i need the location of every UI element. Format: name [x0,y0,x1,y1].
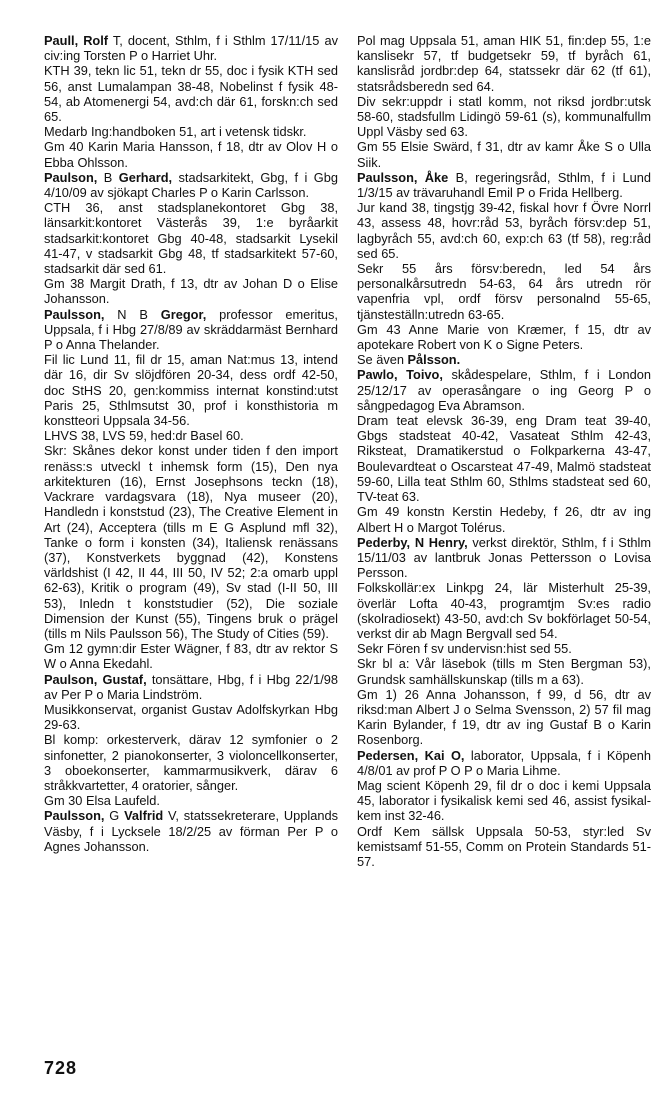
biography-entry-start [44,672,338,702]
biography-paragraph [357,413,651,504]
right-column [357,33,651,869]
biography-paragraph [44,428,338,443]
entry-text: Bl komp: orkesterverk, därav 12 symfonier o 2 sinfonetter, 2 pianokonserter, 3 violoncellkonserter, 3 oboekonserter, kammarmusikverk, därav 6 stråkkvartetter, 4 oratorier, sånger. [44,732,338,793]
biography-paragraph [44,352,338,428]
entry-text: Skr bl a: Vår läsebok (tills m Sten Bergman 53), Grundsk samhällskunskap (tills m a 63). [357,656,651,687]
biography-entry-start [357,170,651,200]
entry-text: Fil lic Lund 11, fil dr 15, aman Nat:mus 13, intend där 16, dir Sv slöjdfören 20-34, dess ordf 42-50, doc StHS 20, gen:kommiss internat konstind:utst Paris 25, Sthlmsutst 30, prof i konsthistoria m konstteori Uppsala 34-56. [44,352,338,429]
entry-text: Div sekr:uppdr i statl komm, not riksd jordbr:utsk 58-60, stadsfullm Lidingö 59-61 (s), kommunalfullm Uppl Väsby sed 63. [357,93,651,140]
biography-paragraph [357,261,651,322]
biography-paragraph [357,778,651,824]
biography-entry-start [357,367,651,413]
entry-name: Paull, Rolf [44,33,109,48]
biography-paragraph [44,641,338,671]
biography-paragraph [44,732,338,793]
entry-text: stadsarkitekt, Gbg, f i Gbg 4/10/09 av sjökapt Charles P o Karin Carlsson. [44,169,338,201]
biography-entry-start [44,170,338,200]
entry-name: Paulsson, [44,808,105,824]
biography-paragraph [44,63,338,124]
biography-paragraph [357,33,651,94]
entry-text: Gm 30 Elsa Laufeld. [44,793,160,809]
biography-paragraph [357,504,651,534]
entry-initials: N B [104,306,161,322]
entry-text: skådespelare, Sthlm, f i London 25/12/17 av operasångare o ing Georg P o sångpedagog Eva Abramson. [357,367,651,413]
entry-text: V, statssekreterare, Upplands Väsby, f i Lycksele 18/2/25 av förman Per P o Agnes Johansson. [44,808,338,854]
entry-text: Sekr Fören f sv undervisn:hist sed 55. [357,641,572,657]
entry-name: Pedersen, Kai O, [357,747,465,763]
biography-paragraph [357,824,651,870]
biography-entry-start [44,808,338,854]
entry-initials: B [97,169,119,185]
entry-text: Dram teat elevsk 36-39, eng Dram teat 39-40, Gbgs stadsteat 40-42, Vasateat Sthlm 42-43, Riksteat, Dramatikerstud o Folkparkerna 43-47, Boulevardteat o Oscarsteat 47-49, Malmö stadsteat 59-60, Lilla teat Sthlm 60, Sthlms stadsteat sed 60, TV-teat 63. [357,413,651,505]
entry-text: Skr: Skånes dekor konst under tiden f den import renäss:s utveckl t inhemsk form (15), Den nya arkitekturen (16), Ernst Josephsons teckn (18), Vackrare vardagsvara (18), Nya museer (20), Handledn i konststud (23), The Creative Element in Art (24), Acceptera (tills m E G Asplund mfl 32), Tanke o form i konsten (34), Italiensk renässans (37), Konstverkets byggnad (42), Konstens världshist (I 42, II 44, III 50, IV 52; 2:a omarb uppl 62-63), Kritik o program (49), Sv stad (I-II 50, III 53), Inledn t konststudier (52), Die soziale Dimension der Kunst (55), Tingens bruk o prägel (tills m Nils Paulsson 56), The Study of Cities (59). [44,443,338,641]
biography-paragraph [44,702,338,732]
entry-name: Paulsson, [44,306,105,322]
biography-paragraph [357,139,651,169]
entry-text: Mag scient Köpenh 29, fil dr o doc i kemi Uppsala 45, laborator i fysikalisk kemi sed 46, assist fysikal-kem inst 32-46. [357,777,651,824]
biography-paragraph [357,580,651,641]
entry-text: verkst direktör, Sthlm, f i Sthlm 15/11/03 av lantbruk Jonas Pettersson o Lovisa Persson. [357,534,652,581]
biography-entry-start [44,307,338,353]
entry-text: Musikkonservat, organist Gustav Adolfskyrkan Hbg 29-63. [44,701,338,733]
biography-paragraph [44,443,338,641]
entry-text: Gm 12 gymn:dir Ester Wägner, f 83, dtr av rektor S W o Anna Ekedahl. [44,641,338,672]
entry-text: Jur kand 38, tingstjg 39-42, fiskal hovr f Övre Norrl 43, assess 48, hovr:råd 53, byråch försv:dep 51, lagbyråch 55, avd:ch 60, exp:ch 63 (tf 58), reg:råd sed 65. [357,200,651,261]
biography-paragraph [357,687,651,748]
entry-name: Paulsson, Åke [357,169,449,185]
entry-text: Sekr 55 års försv:beredn, led 54 års personalkårsutredn 54-63, 64 års utredn rör vapenfria vpl, ordf försv personalnd 55-65, tjänsteställn:utredn 63-65. [357,261,651,322]
entry-given-name: Valfrid [124,808,164,824]
entry-text: Gm 38 Margit Drath, f 13, dtr av Johan D o Elise Johansson. [44,276,338,307]
biography-paragraph [357,641,651,656]
entry-text: B, regeringsråd, Sthlm, f i Lund 1/3/15 av trävaruhandl Emil P o Frida Hellberg. [357,169,651,201]
cross-reference-name: Pålsson. [407,352,461,368]
entry-text: Medarb Ing:handboken 51, art i vetensk tidskr. [44,124,307,140]
entry-text: Pol mag Uppsala 51, aman HIK 51, fin:dep 55, 1:e kanslisekr 57, tf budgetsekr 59, tf byråch 61, kanslisråd jordbr:dep 64, statssekr där 62 (tf 61), statsrådsberedn sed 64. [357,33,651,94]
biography-paragraph [357,200,651,261]
entry-text: Gm 40 Karin Maria Hansson, f 18, dtr av Olov H o Ebba Ohlsson. [44,139,338,170]
biography-paragraph [44,793,338,808]
biography-entry-start [357,535,651,581]
entry-text: Gm 49 konstn Kerstin Hedeby, f 26, dtr av ing Albert H o Margot Tolérus. [357,504,651,535]
entry-name: Paulson, Gustaf, [44,671,147,687]
entry-text: KTH 39, tekn lic 51, tekn dr 55, doc i fysik KTH sed 56, anst Lumalampan 38-48, Nobelinst f fysik 48-54, ab Atomenergi 54, avd:ch där 61, forskn:ch sed 65. [44,63,338,125]
entry-text: LHVS 38, LVS 59, hed:dr Basel 60. [44,428,244,444]
biography-paragraph [44,200,338,276]
page-number: 728 [44,1058,78,1078]
biography-entry-start [357,748,651,778]
biography-paragraph [44,124,338,139]
biography-paragraph [357,352,651,367]
entry-name: Pawlo, Toivo, [357,367,443,383]
biography-paragraph [357,656,651,686]
entry-text: Folkskollär:ex Linkpg 24, lär Misterhult 25-39, överlär Lofta 40-43, programtjm Sv:es radio (skolradiosekt) 43-50, avd:ch Sv bokförlaget 50-54, verkst dir ab Magn Bergvall sed 54. [357,580,651,641]
entry-name: Paulson, [44,169,98,185]
entry-text: Gm 43 Anne Marie von Kræmer, f 15, dtr av apotekare Robert von K o Signe Peters. [357,321,651,353]
entry-given-name: Gregor, [160,306,207,322]
entry-text: professor emeritus, Uppsala, f i Hbg 27/8/89 av skräddarmäst Bernhard P o Anna Thelander. [44,306,338,353]
entry-text: CTH 36, anst stadsplanekontoret Gbg 38, länsarkit:kontoret Västerås 39, 1:e byråarkit stadsarkit:kontoret Gbg 40-48, stadsarkit Lysekil 41-47, v stadsarkit Gbg 48, tf stadsarkitekt 57-60, stadsarkit där sed 61. [44,200,338,277]
entry-text: Gm 55 Elsie Swärd, f 31, dtr av kamr Åke S o Ulla Siik. [357,139,651,170]
entry-text: Ordf Kem sällsk Uppsala 50-53, styr:led Sv kemistsamf 51-55, Comm on Protein Standards 51-57. [357,823,651,869]
biography-entry-start [44,33,338,63]
biography-paragraph [357,94,651,140]
entry-given-name: Gerhard, [118,169,173,185]
entry-text: Se även [357,352,408,368]
entry-text: T, docent, Sthlm, f i Sthlm 17/11/15 av civ:ing Torsten P o Harriet Uhr. [44,33,338,64]
entry-initials: G [104,808,125,824]
left-column [44,33,338,854]
biography-paragraph [44,276,338,306]
entry-text: Gm 1) 26 Anna Johansson, f 99, d 56, dtr av riksd:man Albert J o Selma Svensson, 2) 57 fil mag Karin Bylander, f 19, dtr av ing Gustaf B o Karin Rosenborg. [357,686,651,748]
biography-paragraph [44,139,338,169]
entry-name: Pederby, N Henry, [357,534,468,550]
entry-text: laborator, Uppsala, f i Köpenh 4/8/01 av prof P O P o Maria Lihme. [357,747,651,778]
biography-paragraph [357,322,651,352]
entry-text: tonsättare, Hbg, f i Hbg 22/1/98 av Per P o Maria Lindström. [44,671,338,702]
